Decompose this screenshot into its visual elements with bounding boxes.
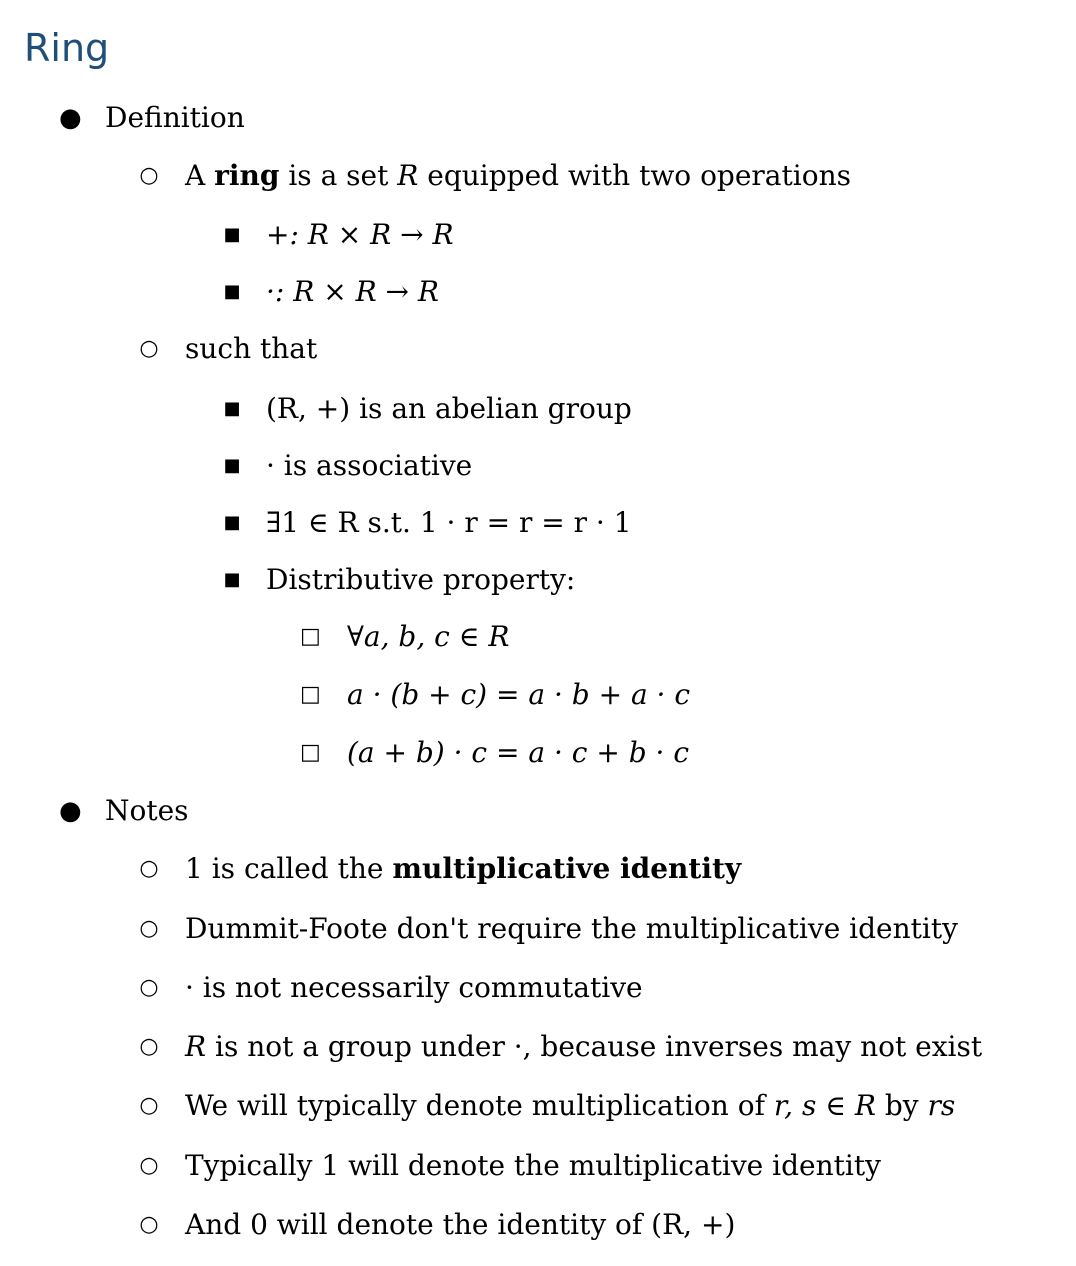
square-bullet-icon: ■ xyxy=(223,281,241,302)
circle-bullet-icon: ○ xyxy=(139,1034,159,1059)
ring-pre: A xyxy=(185,159,215,192)
square-bullet-icon: ■ xyxy=(223,512,241,533)
note-7-text: And 0 will denote the identity of (R, +) xyxy=(185,1208,736,1241)
abelian-text: (R, +) is an abelian group xyxy=(266,392,632,425)
circle-bullet-icon: ○ xyxy=(139,336,159,361)
left-dist-text: a · (b + c) = a · b + a · c xyxy=(347,678,691,711)
list-item-such-that xyxy=(0,329,1076,369)
circle-bullet-icon: ○ xyxy=(139,856,159,881)
circle-bullet-icon: ○ xyxy=(139,163,159,188)
note-5-rs: rs xyxy=(927,1089,956,1122)
list-item-right-dist xyxy=(0,733,1076,773)
list-item-note-7 xyxy=(0,1205,1076,1245)
identity-text: ∃1 ∈ R s.t. 1 · r = r = r · 1 xyxy=(266,506,632,539)
circle-bullet-icon: ○ xyxy=(139,975,159,1000)
hollow-square-bullet-icon: □ xyxy=(300,682,321,707)
circle-bullet-icon: ○ xyxy=(139,916,159,941)
note-1-pre: 1 is called the xyxy=(185,852,393,885)
bullet-icon: ● xyxy=(59,103,82,133)
list-item-note-3 xyxy=(0,968,1076,1008)
list-item-distributive xyxy=(0,560,1076,600)
list-item-notes xyxy=(0,791,1076,831)
list-item-note-6 xyxy=(0,1146,1076,1186)
square-bullet-icon: ■ xyxy=(223,455,241,476)
assoc-text: · is associative xyxy=(266,449,473,482)
circle-bullet-icon: ○ xyxy=(139,1153,159,1178)
note-5-math: r, s ∈ R xyxy=(773,1089,876,1122)
note-3-text: · is not necessarily commutative xyxy=(185,971,643,1004)
right-dist-text: (a + b) · c = a · c + b · c xyxy=(347,736,690,769)
note-4-var: R xyxy=(185,1030,207,1063)
note-5-pre: We will typically denote multiplication of xyxy=(185,1089,774,1122)
list-item-abelian xyxy=(0,389,1076,429)
bullet-icon: ● xyxy=(59,796,82,826)
circle-bullet-icon: ○ xyxy=(139,1093,159,1118)
note-1-term: multiplicative identity xyxy=(392,852,742,885)
list-item-note-4 xyxy=(0,1027,1076,1067)
list-item-note-2 xyxy=(0,909,1076,949)
square-bullet-icon: ■ xyxy=(223,398,241,419)
such-that-text: such that xyxy=(185,332,318,365)
list-item-ring-def xyxy=(0,156,1076,196)
op-dot: ·: R × R → R xyxy=(266,275,440,308)
list-item-note-1 xyxy=(0,849,1076,889)
note-4-text xyxy=(185,1027,982,1067)
note-6-text: Typically 1 will denote the multiplicative identity xyxy=(185,1149,881,1182)
notes-heading: Notes xyxy=(105,794,189,827)
note-1-text xyxy=(185,849,741,889)
circle-bullet-icon: ○ xyxy=(139,1212,159,1237)
list-item-left-dist xyxy=(0,675,1076,715)
forall-text: ∀a, b, c ∈ R xyxy=(347,620,510,653)
ring-mid: is a set xyxy=(279,159,398,192)
page-title: Ring xyxy=(24,26,110,70)
definition-heading: Definition xyxy=(105,101,245,134)
ring-post: equipped with two operations xyxy=(418,159,851,192)
note-5-mid: by xyxy=(875,1089,928,1122)
list-item-note-5 xyxy=(0,1086,1076,1126)
list-item-forall xyxy=(0,617,1076,657)
square-bullet-icon: ■ xyxy=(223,224,241,245)
hollow-square-bullet-icon: □ xyxy=(300,740,321,765)
op-plus: +: R × R → R xyxy=(266,218,454,251)
note-2-text: Dummit-Foote don't require the multiplicative identity xyxy=(185,912,958,945)
hollow-square-bullet-icon: □ xyxy=(300,624,321,649)
note-4-post: is not a group under ·, because inverses may not exist xyxy=(206,1030,983,1063)
ring-term: ring xyxy=(214,159,280,192)
list-item-op-plus xyxy=(0,215,1076,255)
note-5-text xyxy=(185,1086,955,1126)
list-item-op-dot xyxy=(0,272,1076,312)
list-item-identity xyxy=(0,503,1076,543)
ring-definition-text xyxy=(185,156,851,196)
square-bullet-icon: ■ xyxy=(223,569,241,590)
list-item-definition xyxy=(0,98,1076,138)
distributive-text: Distributive property: xyxy=(266,563,576,596)
list-item-assoc xyxy=(0,446,1076,486)
ring-var: R xyxy=(397,159,419,192)
